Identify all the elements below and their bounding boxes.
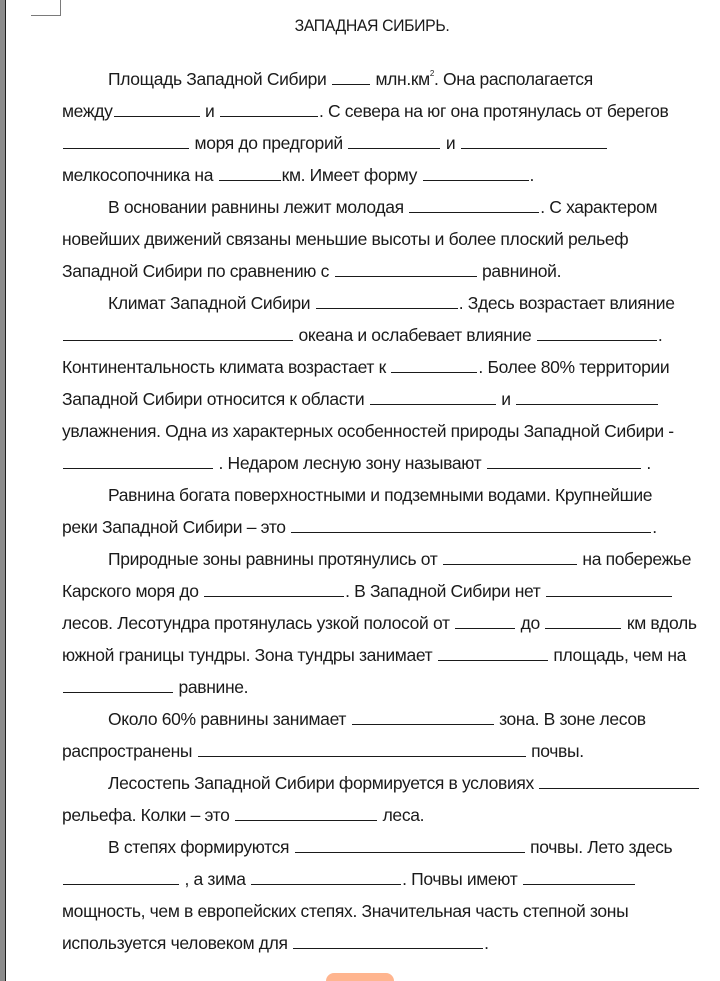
fill-in-blank[interactable] xyxy=(409,194,539,213)
document-line xyxy=(62,831,720,863)
text-fragment: реки Западной Сибири – это xyxy=(62,517,291,537)
text-fragment: моря до предгорий xyxy=(190,133,348,153)
fill-in-blank[interactable] xyxy=(220,98,318,117)
document-line xyxy=(62,191,720,223)
fill-in-blank[interactable] xyxy=(370,386,496,405)
fill-in-blank[interactable] xyxy=(251,866,401,885)
text-fragment: равниной. xyxy=(477,261,562,281)
document-line xyxy=(62,703,720,735)
fill-in-blank[interactable] xyxy=(352,706,494,725)
text-fragment: используется человеком для xyxy=(62,933,293,953)
document-line xyxy=(62,95,720,127)
document-body xyxy=(62,63,720,959)
text-fragment: и xyxy=(200,101,219,121)
fill-in-blank[interactable] xyxy=(523,866,635,885)
text-fragment: км. Имеет форму xyxy=(281,165,422,185)
text-fragment: лесов. Лесотундра протянулась узкой полосой от xyxy=(62,613,455,633)
text-fragment: . С характером xyxy=(540,197,658,217)
fill-in-blank[interactable] xyxy=(332,66,370,85)
text-fragment: . С севера на юг она протянулась от берегов xyxy=(318,101,669,121)
fill-in-blank[interactable] xyxy=(539,770,699,789)
text-fragment: зона. В зоне лесов xyxy=(494,709,646,729)
document-line xyxy=(62,127,720,159)
text-fragment: почвы. xyxy=(526,741,584,761)
document-line xyxy=(62,159,720,191)
text-fragment: . xyxy=(652,517,657,537)
fill-in-blank[interactable] xyxy=(63,674,173,693)
text-fragment: Климат Западной Сибири xyxy=(108,293,315,313)
text-fragment: В основании равнины лежит молодая xyxy=(108,197,409,217)
document-line xyxy=(62,735,720,767)
text-fragment: океана и ослабевает влияние xyxy=(294,325,536,345)
fill-in-blank[interactable] xyxy=(537,322,657,341)
fill-in-blank[interactable] xyxy=(316,290,458,309)
text-fragment: Природные зоны равнины протянулись от xyxy=(108,549,442,569)
fill-in-blank[interactable] xyxy=(335,258,477,277)
action-button[interactable] xyxy=(326,973,394,981)
text-fragment: Площадь Западной Сибири xyxy=(108,69,331,89)
text-fragment: . xyxy=(529,165,535,185)
document-line xyxy=(62,511,720,543)
fill-in-blank[interactable] xyxy=(204,578,344,597)
text-fragment: . В Западной Сибири нет xyxy=(345,581,545,601)
text-fragment: Западной Сибири по сравнению с xyxy=(62,261,334,281)
text-fragment: . Почвы имеют xyxy=(402,869,522,889)
document-line xyxy=(62,223,720,255)
fill-in-blank[interactable] xyxy=(545,610,621,629)
text-fragment: , а зима xyxy=(180,869,251,889)
fill-in-blank[interactable] xyxy=(348,130,440,149)
text-fragment: Лесостепь Западной Сибири формируется в условиях xyxy=(108,773,539,793)
document-line xyxy=(62,287,720,319)
fill-in-blank[interactable] xyxy=(438,642,548,661)
superscript: 2 xyxy=(429,69,434,78)
fill-in-blank[interactable] xyxy=(487,450,641,469)
text-fragment: новейших движений связаны меньшие высоты и более плоский рельеф xyxy=(62,229,629,249)
text-fragment: Западной Сибири относится к области xyxy=(62,389,369,409)
text-fragment: Около 60% равнины занимает xyxy=(108,709,351,729)
fill-in-blank[interactable] xyxy=(63,322,293,341)
document-line xyxy=(62,319,720,351)
document-line xyxy=(62,671,720,703)
fill-in-blank[interactable] xyxy=(114,98,200,117)
text-fragment: . xyxy=(484,933,489,953)
document-line xyxy=(62,639,720,671)
text-fragment: Карского моря до xyxy=(62,581,204,601)
page-corner-mark xyxy=(31,0,61,16)
text-fragment: почвы. Лето здесь xyxy=(525,837,673,857)
fill-in-blank[interactable] xyxy=(443,546,577,565)
text-fragment: распространены xyxy=(62,741,197,761)
fill-in-blank[interactable] xyxy=(461,130,607,149)
document-line xyxy=(62,799,720,831)
fill-in-blank[interactable] xyxy=(516,386,658,405)
fill-in-blank[interactable] xyxy=(423,162,529,181)
text-fragment: площадь, чем на xyxy=(548,645,687,665)
text-fragment: леса. xyxy=(378,805,425,825)
document-line xyxy=(62,543,720,575)
document-title: ЗАПАДНАЯ СИБИРЬ. xyxy=(294,16,450,35)
fill-in-blank[interactable] xyxy=(295,834,525,853)
fill-in-blank[interactable] xyxy=(198,738,526,757)
document-line xyxy=(62,63,720,95)
fill-in-blank[interactable] xyxy=(546,578,672,597)
text-fragment: . xyxy=(641,453,651,473)
document-line xyxy=(62,479,720,511)
document-line xyxy=(62,575,720,607)
document-line xyxy=(62,415,720,447)
text-fragment: южной границы тундры. Зона тундры занимает xyxy=(62,645,437,665)
text-fragment: . Она располагается xyxy=(433,69,593,89)
text-fragment: на побережье xyxy=(577,549,692,569)
text-fragment: мелкосопочника на xyxy=(62,165,218,185)
text-fragment: В степях формируются xyxy=(108,837,294,857)
fill-in-blank[interactable] xyxy=(235,802,377,821)
text-fragment: равнине. xyxy=(174,677,249,697)
text-fragment: . Недаром лесную зону называют xyxy=(214,453,486,473)
document-line xyxy=(62,927,720,959)
text-fragment: до xyxy=(516,613,545,633)
text-fragment: . Более 80% территории xyxy=(478,357,670,377)
document-line xyxy=(62,351,720,383)
text-fragment: Равнина богата поверхностными и подземными водами. Крупнейшие xyxy=(108,485,653,505)
fill-in-blank[interactable] xyxy=(63,450,213,469)
text-fragment: рельефа. Колки – это xyxy=(62,805,235,825)
fill-in-blank[interactable] xyxy=(63,866,179,885)
fill-in-blank[interactable] xyxy=(391,354,477,373)
text-fragment: млн.км xyxy=(370,69,430,89)
document-line xyxy=(62,383,720,415)
fill-in-blank[interactable] xyxy=(63,130,189,149)
document-line xyxy=(62,255,720,287)
fill-in-blank[interactable] xyxy=(293,930,483,949)
text-fragment: . xyxy=(657,325,663,345)
document-line xyxy=(62,895,720,927)
document-line xyxy=(62,607,720,639)
text-fragment: км вдоль xyxy=(622,613,697,633)
text-fragment: и xyxy=(441,133,460,153)
fill-in-blank[interactable] xyxy=(455,610,515,629)
document-line xyxy=(62,447,720,479)
text-fragment: и xyxy=(496,389,516,409)
fill-in-blank[interactable] xyxy=(291,514,651,533)
fill-in-blank[interactable] xyxy=(219,162,281,181)
document-line xyxy=(62,767,720,799)
text-fragment: мощность, чем в европейских степях. Значительная часть степной зоны xyxy=(62,901,629,921)
text-fragment: Континентальность климата возрастает к xyxy=(62,357,391,377)
window-left-edge xyxy=(5,0,6,981)
text-fragment: . Здесь возрастает влияние xyxy=(458,293,675,313)
document-line xyxy=(62,863,720,895)
text-fragment: между xyxy=(62,101,113,121)
text-fragment: увлажнения. Одна из характерных особенностей природы Западной Сибири - xyxy=(62,421,674,441)
